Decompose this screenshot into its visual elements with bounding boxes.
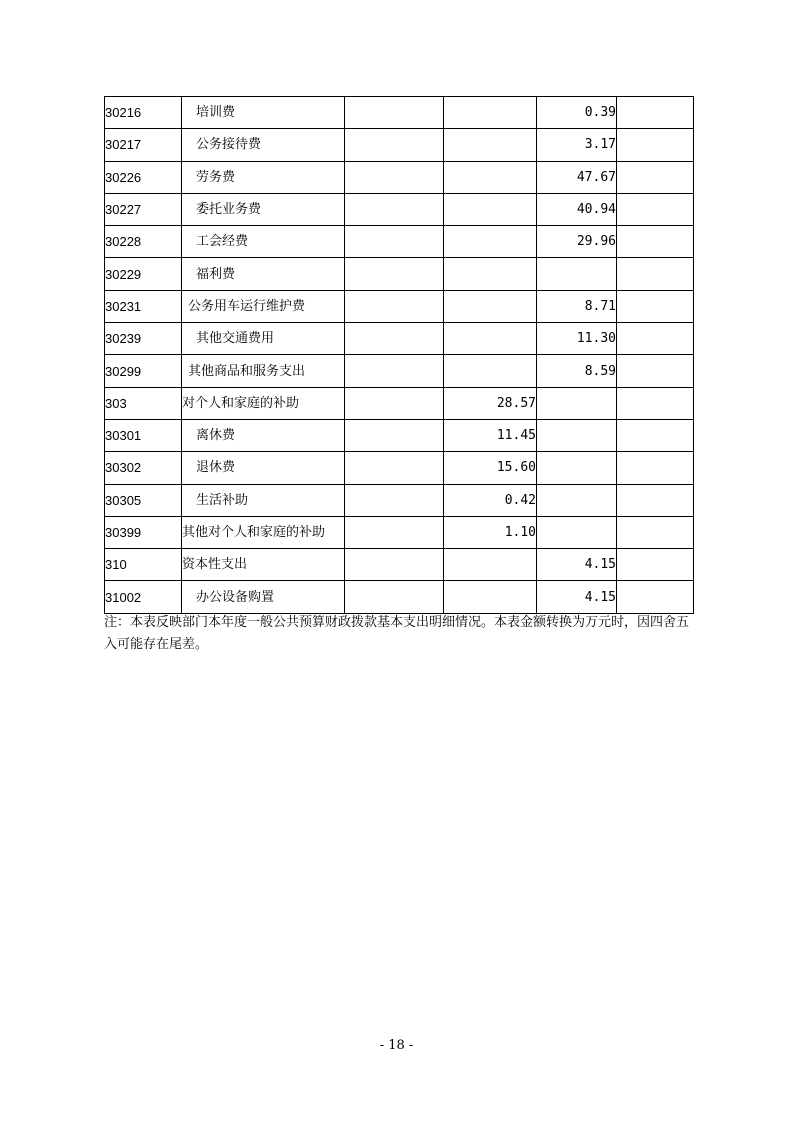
cell-value-1 <box>345 419 444 451</box>
cell-code: 303 <box>105 387 182 419</box>
cell-value-1 <box>345 97 444 129</box>
cell-code: 30231 <box>105 290 182 322</box>
table-row <box>105 97 694 129</box>
cell-value-2: 28.57 <box>444 387 537 419</box>
cell-code: 30226 <box>105 161 182 193</box>
expenditure-detail-table <box>104 96 694 614</box>
cell-value-2 <box>444 549 537 581</box>
cell-code: 30216 <box>105 97 182 129</box>
cell-value-1 <box>345 355 444 387</box>
cell-value-1 <box>345 484 444 516</box>
cell-code: 30299 <box>105 355 182 387</box>
table-row <box>105 387 694 419</box>
cell-name: 劳务费 <box>182 161 345 193</box>
table-row <box>105 484 694 516</box>
table-row <box>105 419 694 451</box>
table-row <box>105 581 694 613</box>
cell-code: 30228 <box>105 226 182 258</box>
cell-value-3 <box>537 452 617 484</box>
cell-value-3 <box>537 484 617 516</box>
cell-name: 公务用车运行维护费 <box>182 290 345 322</box>
cell-value-4 <box>617 581 694 613</box>
table-row <box>105 452 694 484</box>
table-note: 注：本表反映部门本年度一般公共预算财政拨款基本支出明细情况。本表金额转换为万元时，因四舍五入可能存在尾差。 <box>104 615 690 652</box>
cell-name: 办公设备购置 <box>182 581 345 613</box>
cell-value-4 <box>617 226 694 258</box>
table-row <box>105 129 694 161</box>
cell-name: 培训费 <box>182 97 345 129</box>
cell-value-1 <box>345 516 444 548</box>
cell-value-4 <box>617 516 694 548</box>
cell-value-3: 4.15 <box>537 549 617 581</box>
cell-value-4 <box>617 549 694 581</box>
cell-value-4 <box>617 129 694 161</box>
table-row <box>105 323 694 355</box>
cell-value-4 <box>617 193 694 225</box>
cell-value-2 <box>444 226 537 258</box>
cell-code: 310 <box>105 549 182 581</box>
cell-value-4 <box>617 387 694 419</box>
cell-value-3: 8.71 <box>537 290 617 322</box>
table-row <box>105 226 694 258</box>
table-body <box>105 97 694 614</box>
table-row <box>105 193 694 225</box>
cell-name: 离休费 <box>182 419 345 451</box>
cell-value-1 <box>345 290 444 322</box>
cell-value-4 <box>617 161 694 193</box>
cell-value-3: 3.17 <box>537 129 617 161</box>
cell-value-1 <box>345 549 444 581</box>
cell-value-2: 15.60 <box>444 452 537 484</box>
cell-value-2: 11.45 <box>444 419 537 451</box>
cell-value-4 <box>617 323 694 355</box>
cell-name: 其他对个人和家庭的补助 <box>182 516 345 548</box>
cell-value-2 <box>444 97 537 129</box>
cell-value-3 <box>537 387 617 419</box>
cell-value-2 <box>444 258 537 290</box>
table-row <box>105 258 694 290</box>
cell-code: 30217 <box>105 129 182 161</box>
cell-code: 30229 <box>105 258 182 290</box>
cell-value-4 <box>617 258 694 290</box>
cell-value-3 <box>537 258 617 290</box>
cell-value-3: 11.30 <box>537 323 617 355</box>
cell-value-4 <box>617 290 694 322</box>
cell-value-1 <box>345 581 444 613</box>
cell-name: 委托业务费 <box>182 193 345 225</box>
cell-value-3: 4.15 <box>537 581 617 613</box>
cell-value-3: 8.59 <box>537 355 617 387</box>
cell-value-1 <box>345 129 444 161</box>
cell-name: 生活补助 <box>182 484 345 516</box>
cell-code: 31002 <box>105 581 182 613</box>
cell-name: 退休费 <box>182 452 345 484</box>
page-number: - 18 - <box>379 1038 414 1053</box>
cell-value-1 <box>345 323 444 355</box>
cell-value-4 <box>617 452 694 484</box>
cell-value-1 <box>345 387 444 419</box>
cell-value-4 <box>617 97 694 129</box>
cell-name: 其他商品和服务支出 <box>182 355 345 387</box>
cell-name: 对个人和家庭的补助 <box>182 387 345 419</box>
cell-value-2 <box>444 129 537 161</box>
cell-value-2 <box>444 290 537 322</box>
cell-code: 30239 <box>105 323 182 355</box>
table-row <box>105 516 694 548</box>
cell-name: 工会经费 <box>182 226 345 258</box>
cell-value-1 <box>345 226 444 258</box>
cell-value-3: 47.67 <box>537 161 617 193</box>
cell-code: 30302 <box>105 452 182 484</box>
cell-value-2 <box>444 355 537 387</box>
cell-code: 30305 <box>105 484 182 516</box>
cell-value-1 <box>345 452 444 484</box>
cell-value-4 <box>617 355 694 387</box>
table-row <box>105 355 694 387</box>
cell-value-2 <box>444 323 537 355</box>
cell-name: 公务接待费 <box>182 129 345 161</box>
cell-value-1 <box>345 161 444 193</box>
cell-value-2: 0.42 <box>444 484 537 516</box>
cell-code: 30301 <box>105 419 182 451</box>
cell-value-1 <box>345 193 444 225</box>
cell-value-4 <box>617 484 694 516</box>
cell-value-2 <box>444 161 537 193</box>
cell-value-3 <box>537 516 617 548</box>
table-row <box>105 161 694 193</box>
table-row <box>105 549 694 581</box>
table-row <box>105 290 694 322</box>
cell-value-3 <box>537 419 617 451</box>
cell-value-3: 29.96 <box>537 226 617 258</box>
cell-code: 30227 <box>105 193 182 225</box>
cell-value-4 <box>617 419 694 451</box>
cell-value-2: 1.10 <box>444 516 537 548</box>
cell-value-1 <box>345 258 444 290</box>
cell-value-3: 0.39 <box>537 97 617 129</box>
cell-name: 福利费 <box>182 258 345 290</box>
cell-value-2 <box>444 193 537 225</box>
cell-name: 资本性支出 <box>182 549 345 581</box>
cell-value-2 <box>444 581 537 613</box>
cell-code: 30399 <box>105 516 182 548</box>
cell-name: 其他交通费用 <box>182 323 345 355</box>
cell-value-3: 40.94 <box>537 193 617 225</box>
